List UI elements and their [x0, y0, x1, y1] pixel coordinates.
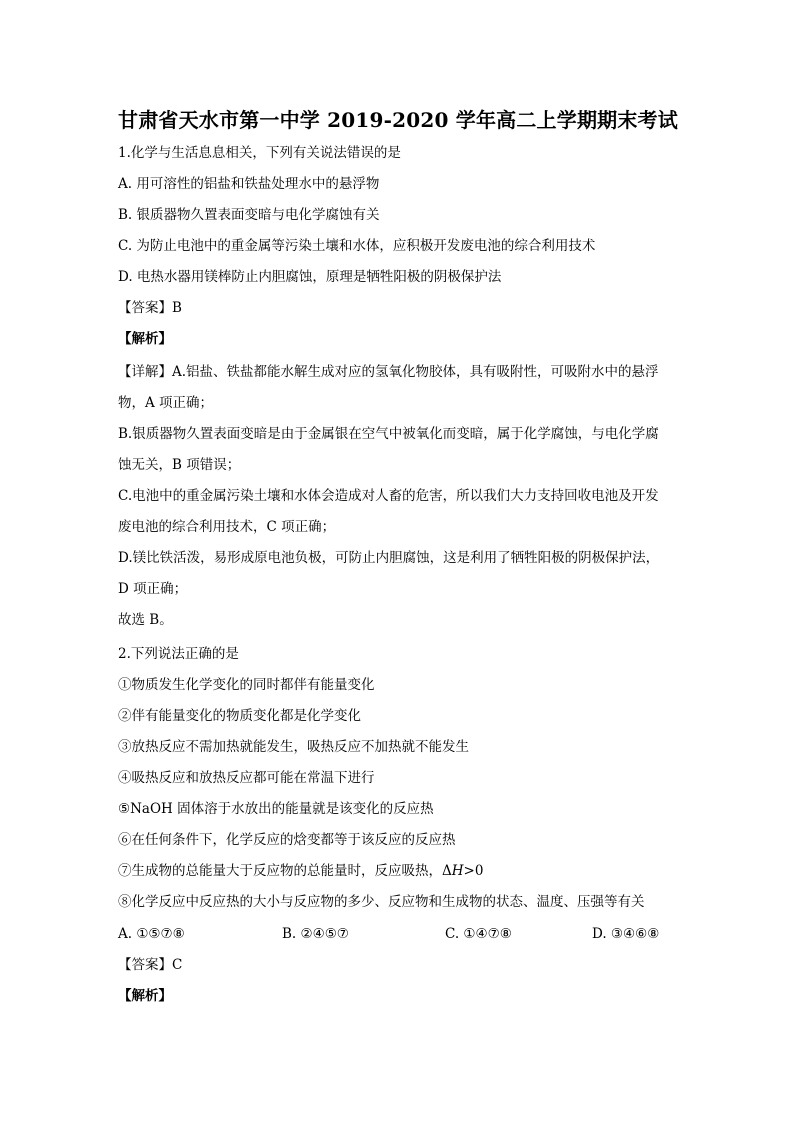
- q1-option-c: C. 为防止电池中的重金属等污染土壤和水体，应积极开发废电池的综合利用技术: [118, 238, 596, 254]
- q1-answer: 【答案】B: [118, 300, 182, 316]
- q1-detail-line: C.电池中的重金属污染土壤和水体会造成对人畜的危害，所以我们大力支持回收电池及开发: [118, 488, 659, 504]
- q2-statement-6: ⑥在任何条件下，化学反应的焓变都等于该反应的反应热: [118, 832, 456, 848]
- enthalpy-variable: H: [451, 863, 464, 879]
- q2-statement-3: ③放热反应不需加热就能发生，吸热反应不加热就不能发生: [118, 739, 469, 755]
- q2-option-b: B. ②④⑤⑦: [282, 926, 349, 942]
- q1-detail-line: 【详解】A.铝盐、铁盐都能水解生成对应的氢氧化物胶体，具有吸附性，可吸附水中的悬浮: [118, 364, 659, 380]
- q1-analysis-head: 【解析】: [118, 331, 172, 347]
- q1-option-d: D. 电热水器用镁棒防止内胆腐蚀，原理是牺牲阳极的阴极保护法: [118, 269, 502, 285]
- q2-statement-7: [118, 861, 483, 881]
- q1-detail-line: D 项正确；: [118, 581, 188, 597]
- q1-stem: 1.化学与生活息息相关，下列有关说法错误的是: [118, 145, 401, 161]
- q2-statement-2: ②伴有能量变化的物质变化都是化学变化: [118, 708, 361, 724]
- q2-statement-8: ⑧化学反应中反应热的大小与反应物的多少、反应物和生成物的状态、温度、压强等有关: [118, 894, 645, 910]
- q1-detail-line: B.银质器物久置表面变暗是由于金属银在空气中被氧化而变暗，属于化学腐蚀，与电化学腐: [118, 426, 659, 442]
- document-title: 甘肃省天水市第一中学 2019-2020 学年高二上学期期末考试: [118, 108, 678, 132]
- q2-statement-1: ①物质发生化学变化的同时都伴有能量变化: [118, 677, 375, 693]
- q2-stem: 2.下列说法正确的是: [118, 646, 239, 662]
- q2-statement-7-prefix: ⑦生成物的总能量大于反应物的总能量时，反应吸热，Δ: [118, 863, 452, 879]
- q1-detail-line: 蚀无关，B 项错误；: [118, 457, 241, 473]
- q1-detail-line: D.镁比铁活泼，易形成原电池负极，可防止内胆腐蚀，这是利用了牺牲阳极的阴极保护法，: [118, 550, 660, 566]
- q1-conclusion: 故选 B。: [118, 612, 173, 628]
- q2-option-d: D. ③④⑥⑧: [592, 926, 660, 942]
- q1-option-a: A. 用可溶性的铝盐和铁盐处理水中的悬浮物: [118, 176, 380, 192]
- q2-option-c: C. ①④⑦⑧: [445, 926, 512, 942]
- q2-statement-4: ④吸热反应和放热反应都可能在常温下进行: [118, 770, 375, 786]
- q1-detail-line: 废电池的综合利用技术，C 项正确；: [118, 519, 336, 535]
- q2-analysis-head: 【解析】: [118, 988, 172, 1004]
- q1-detail-line: 物，A 项正确；: [118, 395, 214, 411]
- q2-answer: 【答案】C: [118, 957, 183, 973]
- q1-option-b: B. 银质器物久置表面变暗与电化学腐蚀有关: [118, 207, 380, 223]
- q2-statement-5: ⑤NaOH 固体溶于水放出的能量就是该变化的反应热: [118, 801, 434, 817]
- q2-option-a: A. ①⑤⑦⑧: [118, 926, 185, 942]
- q2-statement-7-suffix: >0: [463, 863, 484, 879]
